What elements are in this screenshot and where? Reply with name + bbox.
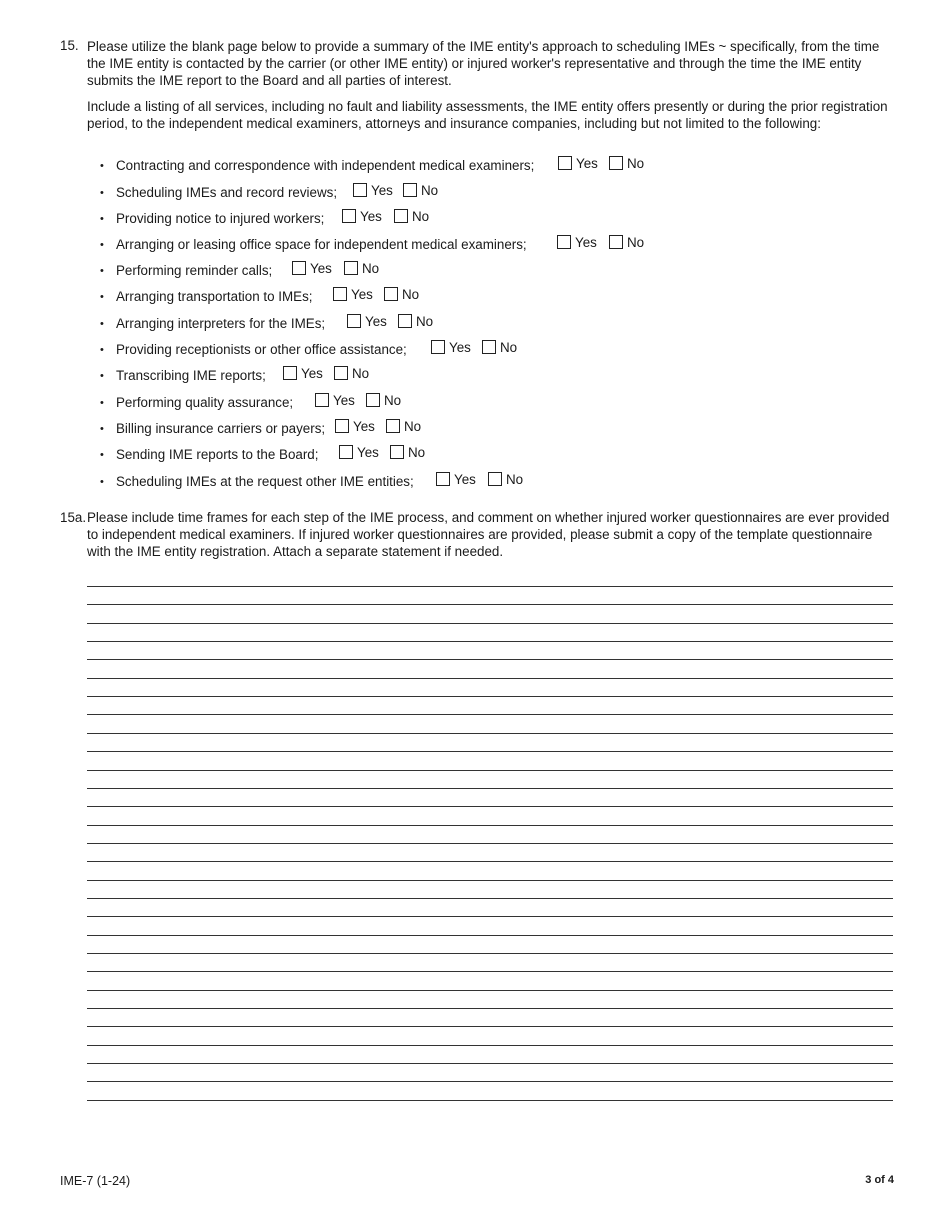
response-line[interactable] <box>87 641 893 642</box>
response-line[interactable] <box>87 733 893 734</box>
no-checkbox[interactable] <box>334 366 348 380</box>
response-line[interactable] <box>87 788 893 789</box>
no-checkbox[interactable] <box>398 314 412 328</box>
response-line[interactable] <box>87 1063 893 1064</box>
service-item-label: Arranging interpreters for the IMEs; <box>116 316 326 331</box>
bullet-icon: • <box>100 476 104 488</box>
no-label: No <box>627 235 645 250</box>
yes-option[interactable] <box>558 156 598 174</box>
no-option[interactable] <box>384 287 419 305</box>
bullet-icon: • <box>100 160 104 172</box>
service-item-label: Scheduling IMEs and record reviews; <box>116 185 338 200</box>
yes-option[interactable] <box>315 393 355 411</box>
yes-option[interactable] <box>436 472 476 490</box>
no-option[interactable] <box>394 209 429 227</box>
response-line[interactable] <box>87 1045 893 1046</box>
yes-label: Yes <box>310 261 332 276</box>
yes-option[interactable] <box>283 366 323 384</box>
no-checkbox[interactable] <box>609 235 623 249</box>
no-label: No <box>402 287 420 302</box>
no-option[interactable] <box>366 393 401 411</box>
yes-checkbox[interactable] <box>333 287 347 301</box>
no-checkbox[interactable] <box>344 261 358 275</box>
service-item-label: Providing notice to injured workers; <box>116 211 325 226</box>
no-label: No <box>416 314 434 329</box>
yes-label: Yes <box>353 419 375 434</box>
response-line[interactable] <box>87 843 893 844</box>
bullet-icon: • <box>100 239 104 251</box>
bullet-icon: • <box>100 449 104 461</box>
response-line[interactable] <box>87 971 893 972</box>
question-15a-text: Please include time frames for each step of the IME process, and comment on whether injured worker questionnaires are ever provided to independent medical examiners. If injured worker questionnaires are provided, please submit a copy of the template questionnaire with the IME entity registration. Attach a separate statement if needed. <box>87 510 890 559</box>
service-item-label: Billing insurance carriers or payers; <box>116 421 326 436</box>
yes-checkbox[interactable] <box>558 156 572 170</box>
no-label: No <box>352 366 370 381</box>
response-line[interactable] <box>87 1008 893 1009</box>
service-item-label: Providing receptionists or other office assistance; <box>116 342 407 357</box>
yes-label: Yes <box>576 156 598 171</box>
yes-label: Yes <box>454 472 476 487</box>
form-id: IME-7 (1-24) <box>60 1174 131 1188</box>
no-label: No <box>404 419 422 434</box>
no-option[interactable] <box>386 419 421 437</box>
no-option[interactable] <box>482 340 517 358</box>
response-line[interactable] <box>87 586 893 587</box>
service-item-label: Arranging or leasing office space for independent medical examiners; <box>116 237 527 252</box>
response-line[interactable] <box>87 770 893 771</box>
yes-option[interactable] <box>292 261 332 279</box>
no-checkbox[interactable] <box>394 209 408 223</box>
no-option[interactable] <box>609 156 644 174</box>
yes-label: Yes <box>333 393 355 408</box>
page-number: 3 of 4 <box>865 1174 894 1186</box>
yes-option[interactable] <box>557 235 597 253</box>
no-checkbox[interactable] <box>366 393 380 407</box>
response-line[interactable] <box>87 935 893 936</box>
no-option[interactable] <box>488 472 523 490</box>
response-line[interactable] <box>87 714 893 715</box>
no-option[interactable] <box>344 261 379 279</box>
response-line[interactable] <box>87 623 893 624</box>
yes-checkbox[interactable] <box>292 261 306 275</box>
no-label: No <box>421 183 439 198</box>
no-option[interactable] <box>390 445 425 463</box>
yes-checkbox[interactable] <box>283 366 297 380</box>
question-15-number: 15. <box>60 38 79 53</box>
yes-option[interactable] <box>353 183 393 201</box>
response-line[interactable] <box>87 604 893 605</box>
yes-option[interactable] <box>335 419 375 437</box>
question-15-intro: Include a listing of all services, including no fault and liability assessments, the IME entity offers presently or during the prior registration period, to the independent medical examiners, attorneys and insurance companies, including but not limited to the following: <box>87 99 888 131</box>
yes-checkbox[interactable] <box>315 393 329 407</box>
no-option[interactable] <box>334 366 369 384</box>
service-item-label: Performing reminder calls; <box>116 263 273 278</box>
no-checkbox[interactable] <box>482 340 496 354</box>
no-label: No <box>500 340 518 355</box>
response-line[interactable] <box>87 678 893 679</box>
no-checkbox[interactable] <box>384 287 398 301</box>
yes-checkbox[interactable] <box>353 183 367 197</box>
service-item-label: Arranging transportation to IMEs; <box>116 289 313 304</box>
service-item-label: Sending IME reports to the Board; <box>116 447 319 462</box>
no-label: No <box>412 209 430 224</box>
bullet-icon: • <box>100 344 104 356</box>
no-label: No <box>627 156 645 171</box>
yes-checkbox[interactable] <box>557 235 571 249</box>
yes-checkbox[interactable] <box>436 472 450 486</box>
response-line[interactable] <box>87 953 893 954</box>
yes-label: Yes <box>301 366 323 381</box>
response-line[interactable] <box>87 861 893 862</box>
question-15a <box>60 509 896 560</box>
yes-option[interactable] <box>342 209 382 227</box>
yes-option[interactable] <box>347 314 387 332</box>
response-line[interactable] <box>87 916 893 917</box>
no-option[interactable] <box>398 314 433 332</box>
no-checkbox[interactable] <box>609 156 623 170</box>
yes-checkbox[interactable] <box>342 209 356 223</box>
response-line[interactable] <box>87 659 893 660</box>
service-item-label: Performing quality assurance; <box>116 395 294 410</box>
no-label: No <box>506 472 524 487</box>
response-line[interactable] <box>87 1081 893 1082</box>
no-checkbox[interactable] <box>488 472 502 486</box>
bullet-icon: • <box>100 318 104 330</box>
response-line[interactable] <box>87 1100 893 1101</box>
response-line[interactable] <box>87 898 893 899</box>
bullet-icon: • <box>100 213 104 225</box>
yes-checkbox[interactable] <box>347 314 361 328</box>
no-checkbox[interactable] <box>390 445 404 459</box>
no-label: No <box>408 445 426 460</box>
response-line[interactable] <box>87 1026 893 1027</box>
yes-label: Yes <box>371 183 393 198</box>
bullet-icon: • <box>100 265 104 277</box>
response-line[interactable] <box>87 990 893 991</box>
response-line[interactable] <box>87 806 893 807</box>
question-15a-number: 15a. <box>60 510 87 525</box>
service-item-label: Transcribing IME reports; <box>116 368 266 383</box>
yes-checkbox[interactable] <box>339 445 353 459</box>
bullet-icon: • <box>100 370 104 382</box>
yes-option[interactable] <box>339 445 379 463</box>
service-item-label: Scheduling IMEs at the request other IME entities; <box>116 474 414 489</box>
response-line[interactable] <box>87 825 893 826</box>
no-option[interactable] <box>609 235 644 253</box>
yes-label: Yes <box>357 445 379 460</box>
response-line[interactable] <box>87 880 893 881</box>
no-checkbox[interactable] <box>386 419 400 433</box>
yes-option[interactable] <box>431 340 471 358</box>
question-15 <box>60 38 896 132</box>
no-label: No <box>362 261 380 276</box>
response-line[interactable] <box>87 696 893 697</box>
yes-label: Yes <box>351 287 373 302</box>
bullet-icon: • <box>100 187 104 199</box>
yes-checkbox[interactable] <box>431 340 445 354</box>
question-15-text: Please utilize the blank page below to provide a summary of the IME entity's approach to scheduling IMEs ~ specifically, from the time the IME entity is contacted by the carrier (or other IME entity) or injured worker's representative and through the time the IME entity submits the IME report to the Board and all parties of interest. <box>87 39 880 88</box>
yes-label: Yes <box>449 340 471 355</box>
yes-option[interactable] <box>333 287 373 305</box>
yes-checkbox[interactable] <box>335 419 349 433</box>
bullet-icon: • <box>100 291 104 303</box>
yes-label: Yes <box>365 314 387 329</box>
yes-label: Yes <box>360 209 382 224</box>
no-label: No <box>384 393 402 408</box>
no-checkbox[interactable] <box>403 183 417 197</box>
bullet-icon: • <box>100 397 104 409</box>
bullet-icon: • <box>100 423 104 435</box>
no-option[interactable] <box>403 183 438 201</box>
yes-label: Yes <box>575 235 597 250</box>
service-item-label: Contracting and correspondence with independent medical examiners; <box>116 158 535 173</box>
response-line[interactable] <box>87 751 893 752</box>
